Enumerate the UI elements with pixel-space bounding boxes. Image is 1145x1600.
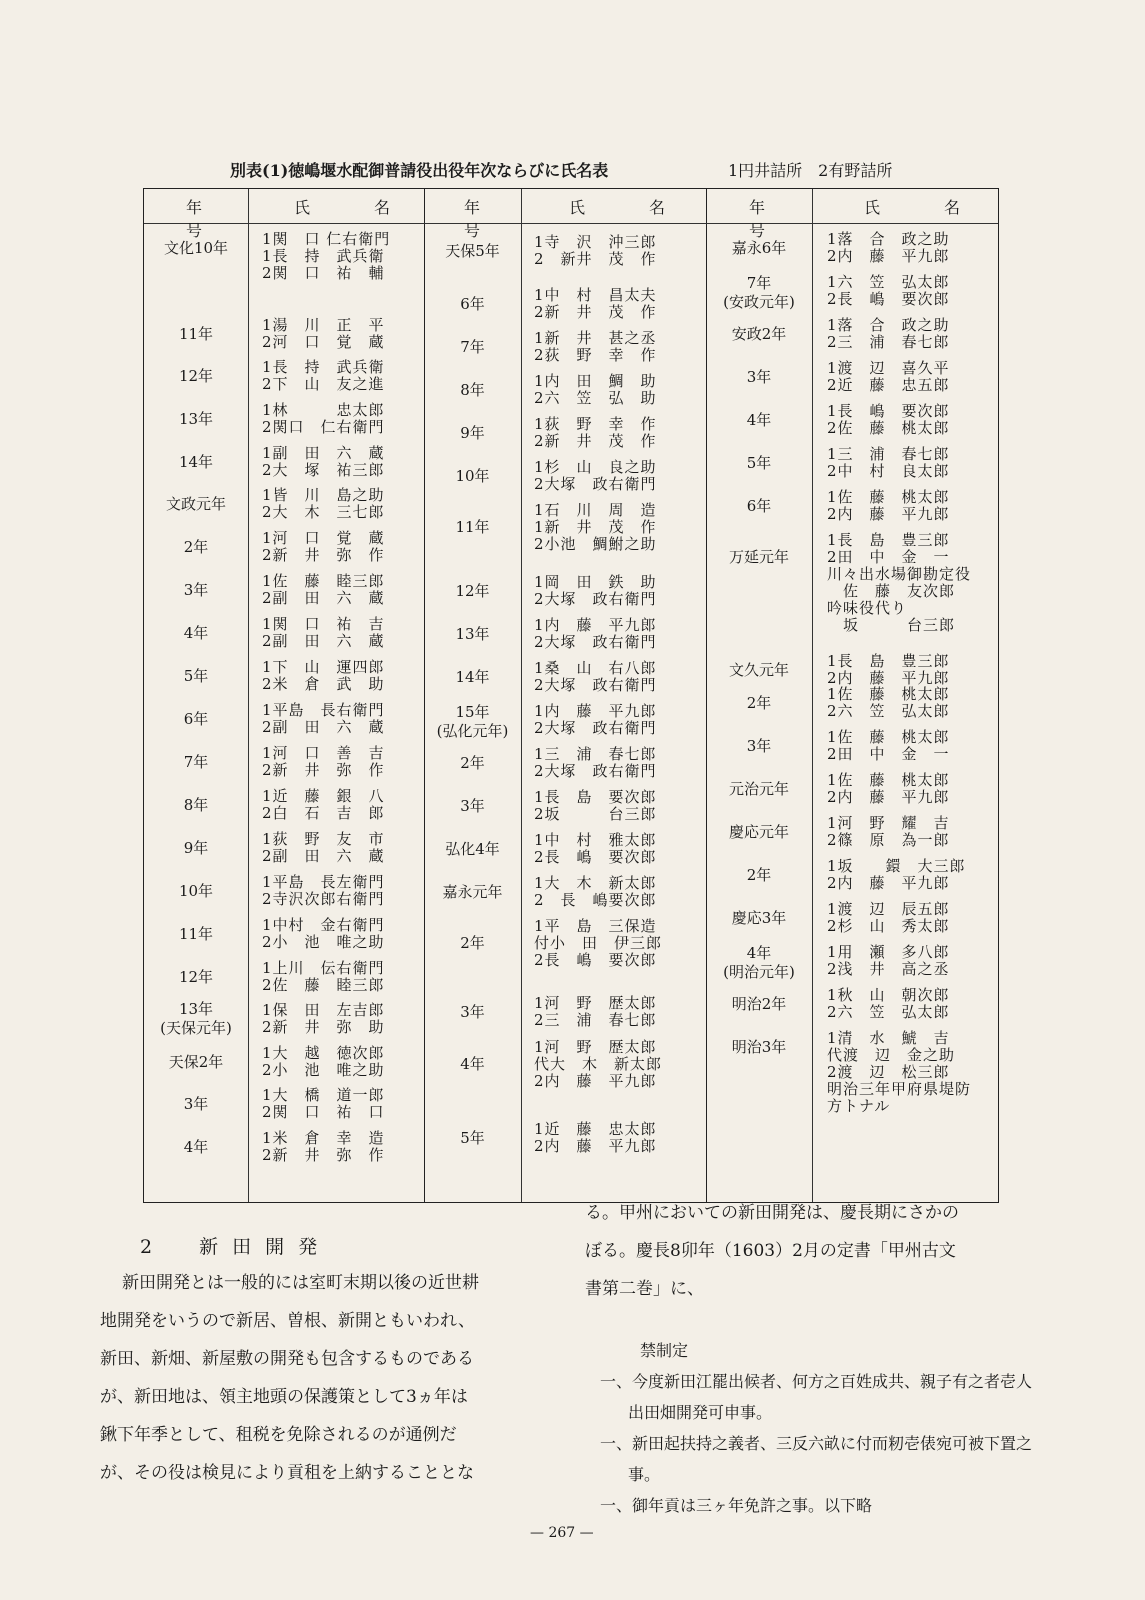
era-cell: 万延元年 <box>728 548 789 566</box>
era-cell: 4年 <box>183 624 209 642</box>
names-cell: 1寺 沢 沖三郎 2 新井 茂 作 <box>534 233 657 268</box>
text-line: ぼる。慶長8卯年（1603）2月の定書「甲州古文 <box>585 1241 956 1261</box>
names-cell: 1清 水 鯱 吉 代渡 辺 金之助 2渡 辺 松三郎 明治三年甲府県堤防 方トナル <box>827 1029 972 1115</box>
names-cell: 1六 笠 弘太郎 2長 嶋 要次郎 <box>827 273 950 308</box>
names-cell: 1河 口 善 吉 2新 井 弥 作 <box>262 744 385 779</box>
names-cell: 1岡 田 鉄 助 2大塚 政右衛門 <box>534 573 657 608</box>
names-cell: 1大 越 徳次郎 2小 池 唯之助 <box>262 1044 385 1079</box>
era-cell: 7年 <box>460 338 485 356</box>
text-line: 書第二巻」に、 <box>585 1279 704 1299</box>
era-cell: 明治2年 <box>731 995 787 1013</box>
era-cell: 7年 (安政元年) <box>723 274 795 311</box>
era-cell: 4年 <box>746 411 772 429</box>
era-cell: 3年 <box>460 797 485 815</box>
era-cell: 4年 (明治元年) <box>723 944 795 981</box>
names-cell: 1新 井 甚之丞 2荻 野 幸 作 <box>534 329 657 364</box>
names-cell: 1佐 藤 桃太郎 2六 笠 弘太郎 <box>827 685 950 720</box>
era-cell: 2年 <box>746 866 772 884</box>
names-cell: 1河 野 歴太郎 代大 木 新太郎 2内 藤 平九郎 <box>534 1038 663 1090</box>
col-divider <box>248 189 249 1202</box>
names-cell: 1長 持 武兵衛 2下 山 友之進 <box>262 358 385 393</box>
edict-block <box>600 1335 1040 1521</box>
section-title: 2 新田開発 <box>140 1236 332 1258</box>
names-cell: 1長 島 要次郎 2坂 台三郎 <box>534 788 657 823</box>
era-cell: 5年 <box>183 667 209 685</box>
era-cell: 5年 <box>746 454 772 472</box>
era-cell: 6年 <box>746 497 772 515</box>
col-divider <box>706 189 707 1202</box>
era-cell: 14年 <box>455 668 490 686</box>
era-cell: 6年 <box>183 710 209 728</box>
col-divider <box>424 189 425 1202</box>
table-caption <box>230 158 1010 184</box>
names-cell: 1渡 辺 辰五郎 2杉 山 秀太郎 <box>827 900 950 935</box>
names-cell: 1河 野 耀 吉 2篠 原 為一郎 <box>827 814 950 849</box>
era-cell: 文久元年 <box>728 661 789 679</box>
era-cell: 弘化4年 <box>445 840 500 858</box>
names-cell: 1荻 野 友 市 2副 田 六 蔵 <box>262 830 385 865</box>
era-cell: 13年 <box>455 625 490 643</box>
names-cell: 1内 藤 平九郎 2大塚 政右衛門 <box>534 616 657 651</box>
era-cell: 天保2年 <box>168 1053 224 1071</box>
era-cell: 13年 <box>178 410 214 428</box>
names-cell: 1石 川 周 造 1新 井 茂 作 2小池 鯛鮒之助 <box>534 501 657 553</box>
names-cell: 1米 倉 幸 造 2新 井 弥 作 <box>262 1129 385 1164</box>
names-cell: 1渡 辺 喜久平 2近 藤 忠五郎 <box>827 359 950 394</box>
names-cell: 1皆 川 島之助 2大 木 三七郎 <box>262 486 385 521</box>
names-cell: 1大 橋 道一郎 2関 口 祐 口 <box>262 1086 385 1121</box>
names-cell: 1佐 藤 桃太郎 2内 藤 平九郎 <box>827 488 950 523</box>
era-cell: 4年 <box>183 1138 209 1156</box>
roster-table <box>143 188 999 1203</box>
era-cell: 14年 <box>178 453 214 471</box>
header-name-2: 氏 名 <box>568 198 689 217</box>
names-cell: 1中村 金右衛門 2小 池 唯之助 <box>262 916 385 951</box>
header-era-2: 年 号 <box>463 198 545 240</box>
names-cell: 1上川 伝右衛門 2佐 藤 睦三郎 <box>262 959 385 994</box>
era-cell: 6年 <box>460 295 485 313</box>
era-cell: 10年 <box>455 467 490 485</box>
names-cell: 1内 田 鯛 助 2六 笠 弘 助 <box>534 372 657 407</box>
names-cell: 1林 忠太郎 2関口 仁右衛門 <box>262 401 385 436</box>
names-cell: 1落 合 政之助 2内 藤 平九郎 <box>827 230 950 265</box>
names-cell: 1佐 藤 睦三郎 2副 田 六 蔵 <box>262 572 385 607</box>
era-cell: 15年 (弘化元年) <box>436 703 509 740</box>
era-cell: 3年 <box>183 581 209 599</box>
era-cell: 文化10年 <box>163 239 229 257</box>
era-cell: 元治元年 <box>728 780 789 798</box>
era-cell: 嘉永6年 <box>731 239 787 257</box>
header-era-3: 年 号 <box>748 198 830 240</box>
text-line: る。甲州においての新田開発は、慶長期にさかの <box>585 1203 959 1223</box>
names-cell: 1佐 藤 桃太郎 2内 藤 平九郎 <box>827 771 950 806</box>
edict-title: 禁制定 <box>640 1341 689 1360</box>
names-cell: 1長 島 豊三郎 2内 藤 平九郎 <box>827 652 950 687</box>
text-line: 新田、新畑、新屋敷の開発も包含するものである <box>100 1349 474 1369</box>
text-line: 鍬下年季として、租税を免除されるのが通例だ <box>100 1425 457 1445</box>
col-divider <box>812 189 813 1202</box>
era-cell: 11年 <box>178 325 214 343</box>
right-paragraph <box>585 1194 1025 1308</box>
era-cell: 2年 <box>460 934 485 952</box>
era-cell: 嘉永元年 <box>442 883 503 901</box>
edict-item: 一、今度新田江罷出候者、何方之百姓成共、親子有之者壱人出田畑開発可申事。 <box>600 1372 1033 1422</box>
era-cell: 5年 <box>460 1129 485 1147</box>
era-cell: 8年 <box>183 796 209 814</box>
names-cell: 1大 木 新太郎 2 長 嶋要次郎 <box>534 874 657 909</box>
names-cell: 1関 口 祐 吉 2副 田 六 蔵 <box>262 615 385 650</box>
header-era-1: 年 号 <box>185 198 267 240</box>
era-cell: 8年 <box>460 381 485 399</box>
era-cell: 12年 <box>455 582 490 600</box>
page-number: — 267 — <box>530 1525 594 1541</box>
names-cell: 1中 村 昌太夫 2新 井 茂 作 <box>534 286 657 321</box>
era-cell: 12年 <box>178 968 214 986</box>
era-cell: 3年 <box>746 737 772 755</box>
era-cell: 2年 <box>183 538 209 556</box>
header-name-3: 氏 名 <box>863 198 984 217</box>
names-cell: 1保 田 左吉郎 2新 井 弥 助 <box>262 1001 385 1036</box>
era-cell: 10年 <box>178 882 214 900</box>
names-cell: 1秋 山 朝次郎 2六 笠 弘太郎 <box>827 986 950 1021</box>
names-cell: 1杉 山 良之助 2大塚 政右衛門 <box>534 458 657 493</box>
era-cell: 11年 <box>455 518 490 536</box>
names-cell: 1長 嶋 要次郎 2佐 藤 桃太郎 <box>827 402 950 437</box>
era-cell: 天保5年 <box>445 242 500 260</box>
era-cell: 文政元年 <box>165 495 226 513</box>
era-cell: 3年 <box>746 368 772 386</box>
names-cell: 1河 野 歴太郎 2三 浦 春七郎 <box>534 994 657 1029</box>
text-line: 新田開発とは一般的には室町末期以後の近世耕 <box>122 1273 479 1293</box>
names-cell: 1近 藤 銀 八 2白 石 吉 郎 <box>262 787 385 822</box>
names-cell: 1内 藤 平九郎 2大塚 政右衛門 <box>534 702 657 737</box>
text-line: が、その役は検見により貢租を上納することとな <box>100 1463 474 1483</box>
era-cell: 慶応元年 <box>728 823 789 841</box>
names-cell: 1関 口 仁右衛門 1長 持 武兵衛 2関 口 祐 輔 <box>262 230 391 282</box>
era-cell: 9年 <box>460 424 485 442</box>
names-cell: 1三 浦 春七郎 2中 村 良太郎 <box>827 445 950 480</box>
names-cell: 1下 山 運四郎 2米 倉 武 助 <box>262 658 385 693</box>
names-cell: 1長 島 豊三郎 2田 中 金 一 川々出水場御勘定役 佐 藤 友次郎 吟味役代り 坂 台三郎 <box>827 531 972 634</box>
header-name-1: 氏 名 <box>293 198 414 217</box>
era-cell: 慶応3年 <box>731 909 787 927</box>
era-cell: 12年 <box>178 367 214 385</box>
era-cell: 安政2年 <box>731 325 787 343</box>
era-cell: 2年 <box>460 754 485 772</box>
names-cell: 1平島 長右衛門 2副 田 六 蔵 <box>262 701 385 736</box>
header-divider <box>144 223 998 224</box>
names-cell: 1近 藤 忠太郎 2内 藤 平九郎 <box>534 1120 657 1155</box>
caption-note: 1円井詰所 2有野詰所 <box>728 161 893 180</box>
names-cell: 1佐 藤 桃太郎 2田 中 金 一 <box>827 728 950 763</box>
era-cell: 9年 <box>183 839 209 857</box>
names-cell: 1平 島 三保造 付小 田 伊三郎 2長 嶋 要次郎 <box>534 917 663 969</box>
names-cell: 1平島 長左衛門 2寺沢次郎右衛門 <box>262 873 385 908</box>
text-line: が、新田地は、領主地頭の保護策として3ヵ年は <box>100 1387 468 1407</box>
era-cell: 2年 <box>746 694 772 712</box>
era-cell: 13年 (天保元年) <box>160 1000 232 1037</box>
names-cell: 1三 浦 春七郎 2大塚 政右衛門 <box>534 745 657 780</box>
names-cell: 1用 瀬 多八郎 2浅 井 高之丞 <box>827 943 950 978</box>
names-cell: 1湯 川 正 平 2河 口 覚 蔵 <box>262 316 385 351</box>
col-divider <box>521 189 522 1202</box>
era-cell: 明治3年 <box>731 1038 787 1056</box>
names-cell: 1中 村 雅太郎 2長 嶋 要次郎 <box>534 831 657 866</box>
era-cell: 3年 <box>460 1003 485 1021</box>
edict-item: 一、新田起扶持之義者、三反六畝に付而籾壱俵宛可被下置之事。 <box>600 1434 1033 1484</box>
edict-item: 一、御年貢は三ヶ年免許之事。以下略 <box>600 1496 873 1515</box>
names-cell: 1桑 山 右八郎 2大塚 政右衛門 <box>534 659 657 694</box>
names-cell: 1河 口 覚 蔵 2新 井 弥 作 <box>262 529 385 564</box>
era-cell: 4年 <box>460 1055 485 1073</box>
names-cell: 1落 合 政之助 2三 浦 春七郎 <box>827 316 950 351</box>
left-paragraph <box>100 1264 527 1492</box>
names-cell: 1坂 鐶 大三郎 2内 藤 平九郎 <box>827 857 966 892</box>
era-cell: 7年 <box>183 753 209 771</box>
caption-title: 別表(1)徳嶋堰水配御普請役出役年次ならびに氏名表 <box>230 161 609 180</box>
names-cell: 1荻 野 幸 作 2新 井 茂 作 <box>534 415 657 450</box>
era-cell: 3年 <box>183 1095 209 1113</box>
era-cell: 11年 <box>178 925 214 943</box>
names-cell: 1副 田 六 蔵 2大 塚 祐三郎 <box>262 444 385 479</box>
text-line: 地開発をいうので新居、曽根、新開ともいわれ、 <box>100 1311 476 1331</box>
